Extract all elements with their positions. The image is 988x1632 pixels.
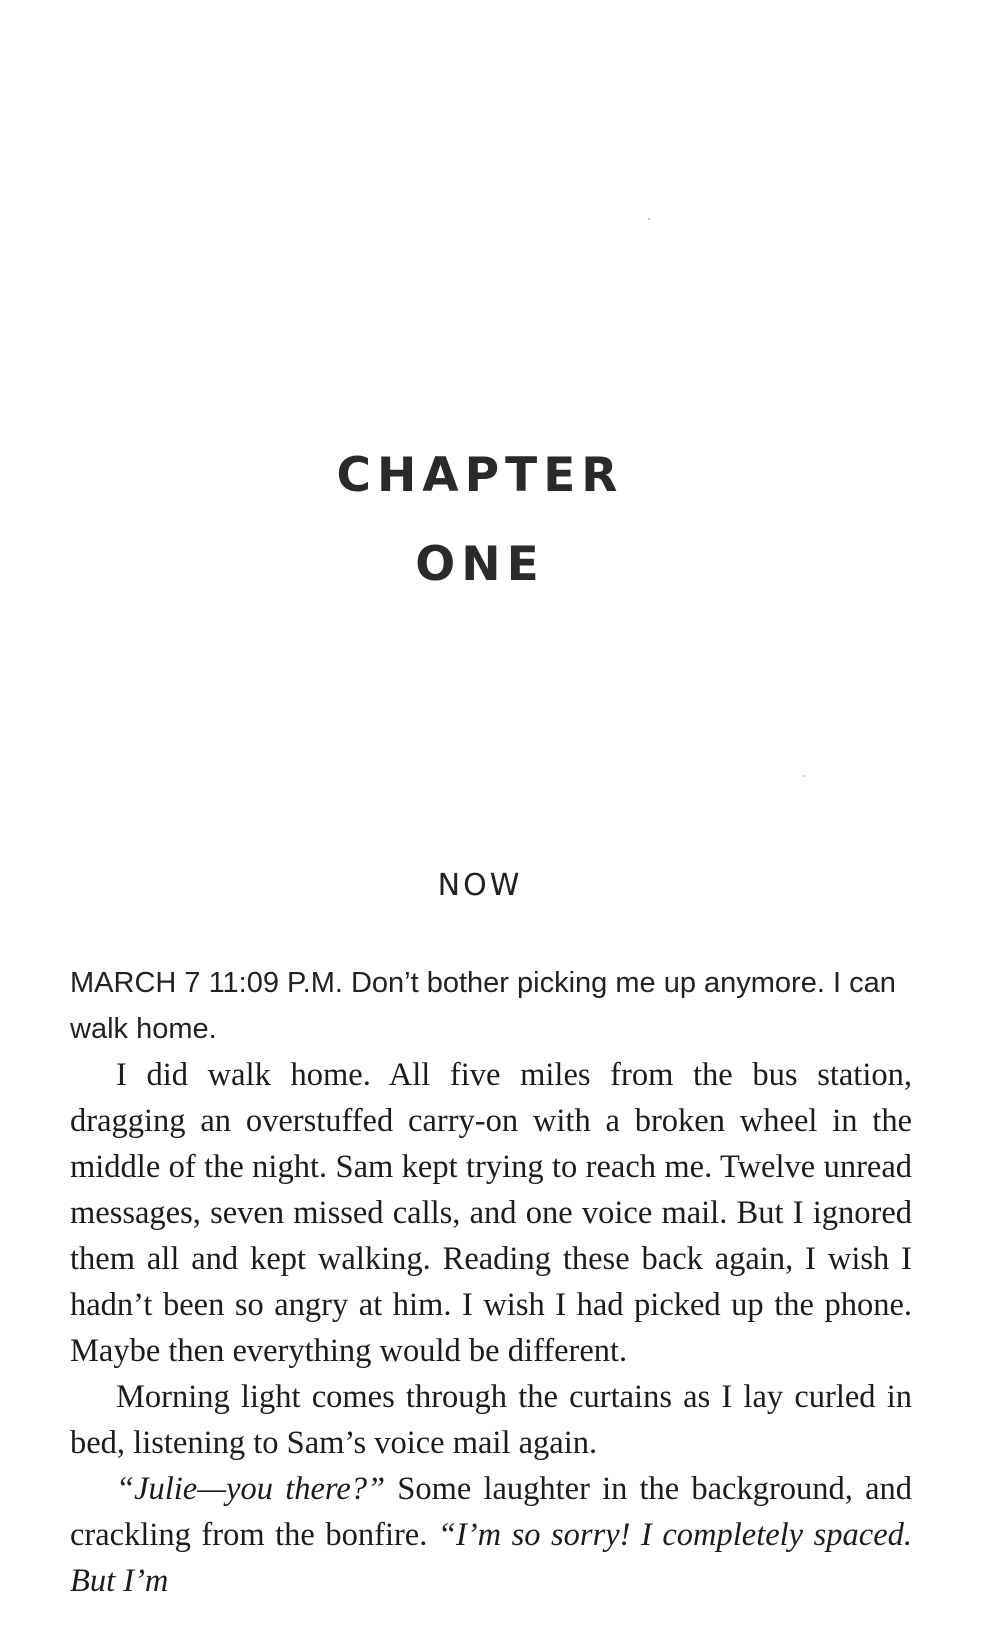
dialogue-quote: “I’m so sorry! I completely spaced. But I’m bbox=[70, 1517, 912, 1599]
section-label: NOW bbox=[437, 868, 523, 903]
paragraph: I did walk home. All five miles from the bus station, dragging an overstuffed carry-on with a broken wheel in the middle of the night. Sam kept trying to reach me. Twelve unread messages, seven missed calls, and one voice mail. But I ignored them all and kept walking. Reading these back again, I wish I hadn’t been so angry at him. I wish I had picked up the phone. Maybe then everything would be different. bbox=[70, 1057, 912, 1369]
chapter-title: CHAPTER bbox=[336, 448, 624, 503]
paragraph bbox=[70, 1466, 912, 1604]
chapter-number: ONE bbox=[415, 537, 545, 592]
text-message: MARCH 7 11:09 P.M. Don’t bother picking me up anymore. I can walk home. bbox=[70, 967, 896, 1045]
dialogue-quote: “Julie—you there?” bbox=[116, 1471, 386, 1507]
paragraph: Morning light comes through the curtains as I lay curled in bed, listening to Sam’s voice mail again. bbox=[70, 1379, 912, 1461]
narration: Some laughter in the background, and crackling from the bonfire. bbox=[70, 1471, 913, 1553]
paper-speck bbox=[803, 775, 805, 777]
paper-speck bbox=[648, 218, 650, 220]
body-text bbox=[70, 1052, 912, 1604]
